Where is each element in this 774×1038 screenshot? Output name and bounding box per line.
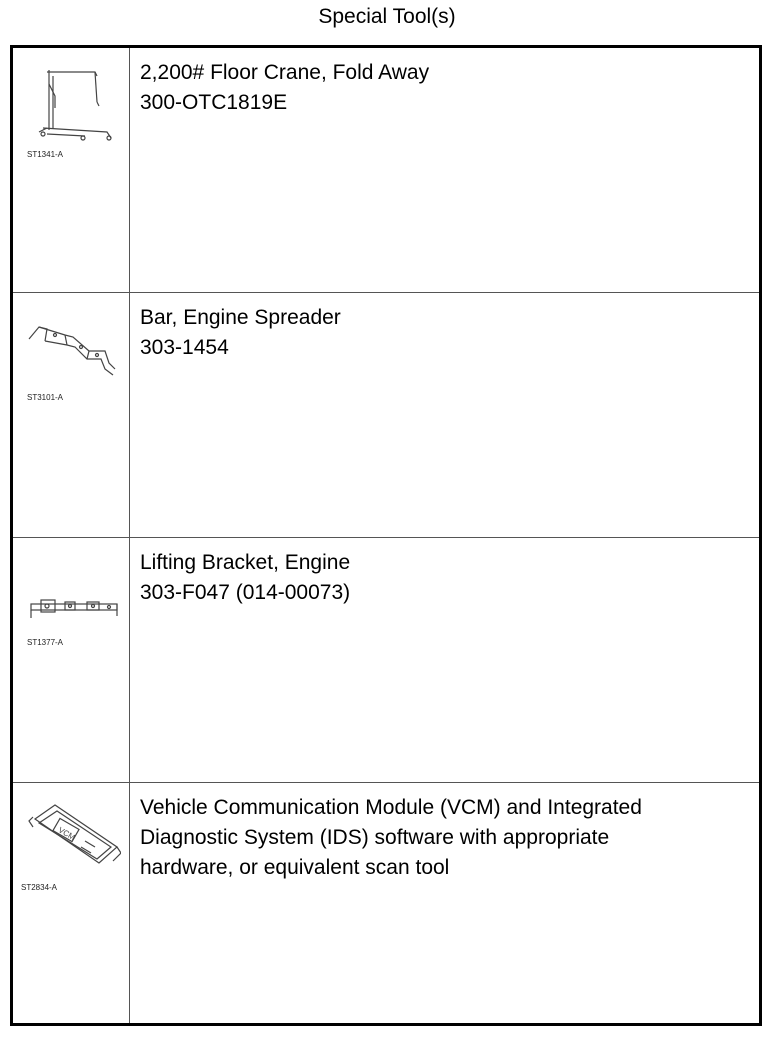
tool-image-cell	[13, 48, 130, 292]
tool-image-cell	[13, 293, 130, 537]
floor-crane-icon	[25, 62, 121, 142]
tool-description	[140, 303, 749, 363]
tool-description-line: hardware, or equivalent scan tool	[140, 856, 450, 879]
tool-image-cell	[13, 783, 130, 1023]
tool-description-line: Vehicle Communication Module (VCM) and Integrated	[140, 796, 642, 819]
tool-description	[140, 548, 749, 608]
table-row	[13, 293, 759, 538]
tool-name: 2,200# Floor Crane, Fold Away	[140, 61, 430, 84]
tool-part-number: 303-1454	[140, 336, 229, 359]
tool-part-number: 300-OTC1819E	[140, 91, 288, 114]
tool-image-cell	[13, 538, 130, 782]
table-row	[13, 783, 759, 1023]
special-tools-table	[10, 45, 762, 1026]
tool-name: Bar, Engine Spreader	[140, 306, 341, 329]
page-title: Special Tool(s)	[318, 5, 456, 28]
tool-description	[140, 58, 749, 118]
figure-code: ST2834-A	[21, 883, 58, 892]
tool-description	[140, 793, 749, 883]
lifting-bracket-icon	[25, 552, 121, 632]
tool-name: Lifting Bracket, Engine	[140, 551, 351, 574]
table-row	[13, 538, 759, 783]
figure-code: ST1341-A	[27, 150, 64, 159]
engine-spreader-bar-icon	[25, 307, 121, 387]
figure-code: ST1377-A	[27, 638, 64, 647]
vcm-module-icon	[25, 797, 121, 877]
tool-part-number: 303-F047 (014-00073)	[140, 581, 351, 604]
figure-code: ST3101-A	[27, 393, 64, 402]
table-row	[13, 48, 759, 293]
svg-text:VCM: VCM	[56, 825, 77, 843]
tool-description-line: Diagnostic System (IDS) software with appropriate	[140, 826, 610, 849]
